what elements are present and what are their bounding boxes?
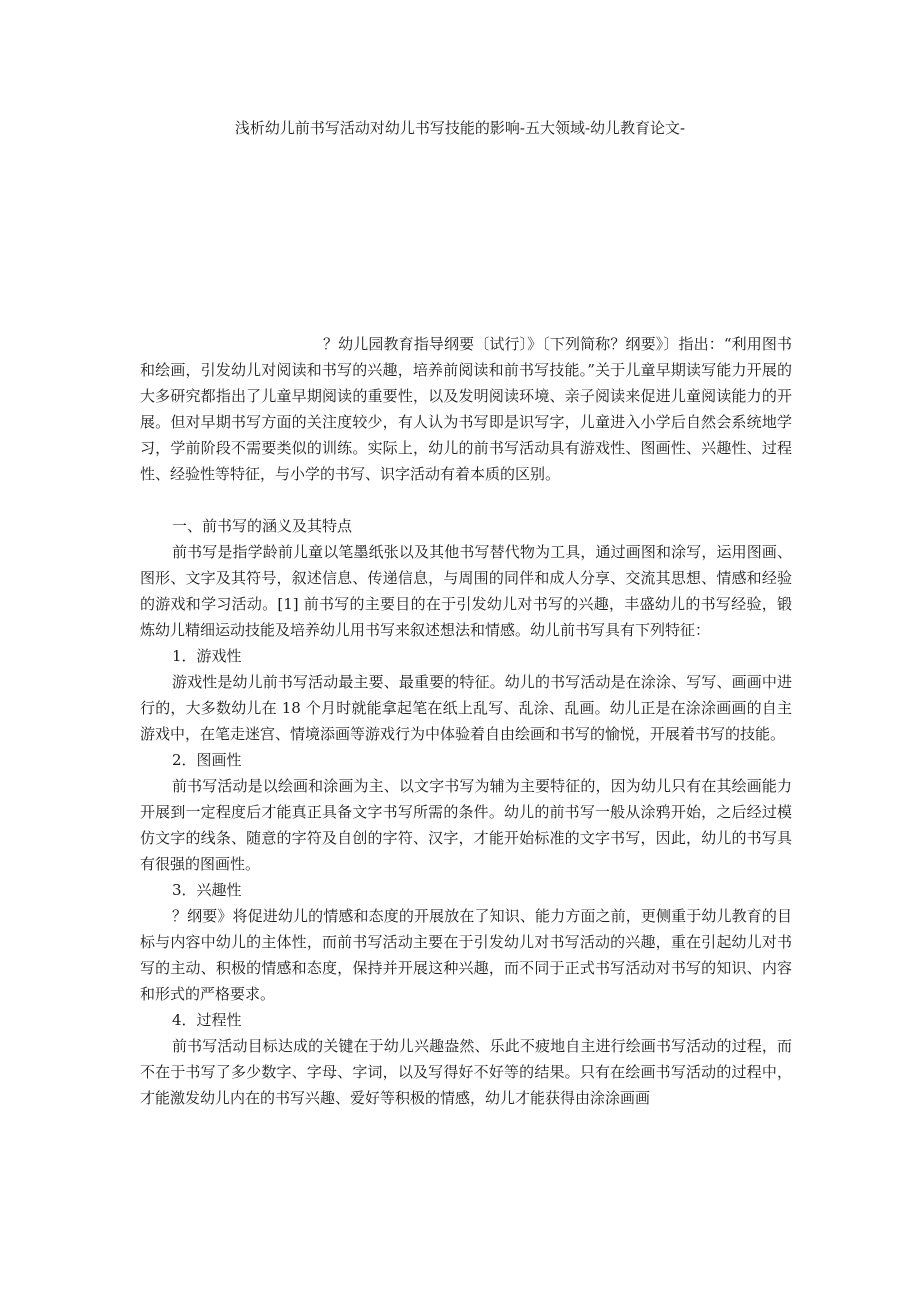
document-body — [140, 331, 792, 1111]
section-heading: 一、前书写的涵义及其特点 — [172, 517, 353, 535]
item-paragraph-pictorial: 前书写活动是以绘画和涂画为主、以文字书写为辅为主要特征的，因为幼儿只有在其绘画能力开展到一定程度后才能真正具备文字书写所需的条件。幼儿的前书写一般从涂鸦开始，之后经过模仿文字的线条、随意的字符及自创的字符、汉字，才能开始标准的文字书写，因此，幼儿的书写具有很强的图画性。 — [140, 777, 792, 873]
item-heading-process: 4．过程性 — [172, 1011, 242, 1029]
item-paragraph-process: 前书写活动目标达成的关键在于幼儿兴趣盎然、乐此不疲地自主进行绘画书写活动的过程，而不在于书写了多少数字、字母、字词，以及写得好不好等的结果。只有在绘画书写活动的过程中，才能激发幼儿内在的书写兴趣、爱好等积极的情感，幼儿才能获得由涂涂画画 — [140, 1037, 792, 1107]
item-heading-interest: 3．兴趣性 — [172, 881, 242, 899]
item-heading-pictorial: 2．图画性 — [172, 751, 242, 769]
section-paragraph: 前书写是指学龄前儿童以笔墨纸张以及其他书写替代物为工具，通过画图和涂写，运用图画、图形、文字及其符号，叙述信息、传递信息，与周围的同伴和成人分享、交流其思想、情感和经验的游戏和学习活动。[1] 前书写的主要目的在于引发幼儿对书写的兴趣，丰盛幼儿的书写经验，锻炼幼儿精细运动技能及培养幼儿用书写来叙述想法和情感。幼儿前书写具有下列特征： — [140, 543, 792, 639]
item-paragraph-play: 游戏性是幼儿前书写活动最主要、最重要的特征。幼儿的书写活动是在涂涂、写写、画画中进行的，大多数幼儿在 18 个月时就能拿起笔在纸上乱写、乱涂、乱画。幼儿正是在涂涂画画的自主游戏中，在笔走迷宫、情境添画等游戏行为中体验着自由绘画和书写的愉悦，开展着书写的技能。 — [140, 673, 792, 743]
item-heading-play: 1．游戏性 — [172, 647, 242, 665]
item-paragraph-interest: ？纲要》将促进幼儿的情感和态度的开展放在了知识、能力方面之前，更侧重于幼儿教育的目标与内容中幼儿的主体性，而前书写活动主要在于引发幼儿对书写活动的兴趣，重在引起幼儿对书写的主动、积极的情感和态度，保持并开展这种兴趣，而不同于正式书写活动对书写的知识、内容和形式的严格要求。 — [140, 907, 792, 1003]
intro-paragraph: ？幼儿园教育指导纲要〔试行〕》〔下列简称？纲要》〕指出：“利用图书和绘画，引发幼儿对阅读和书写的兴趣，培养前阅读和前书写技能。”关于儿童早期读写能力开展的大多研究都指出了儿童早期阅读的重要性，以及发明阅读环境、亲子阅读来促进儿童阅读能力的开展。但对早期书写方面的关注度较少，有人认为书写即是识写字，儿童进入小学后自然会系统地学习，学前阶段不需要类似的训练。实际上，幼儿的前书写活动具有游戏性、图画性、兴趣性、过程性、经验性等特征，与小学的书写、识字活动有着本质的区别。 — [140, 335, 792, 483]
document-title: 浅析幼儿前书写活动对幼儿书写技能的影响-五大领域-幼儿教育论文- — [234, 119, 686, 137]
